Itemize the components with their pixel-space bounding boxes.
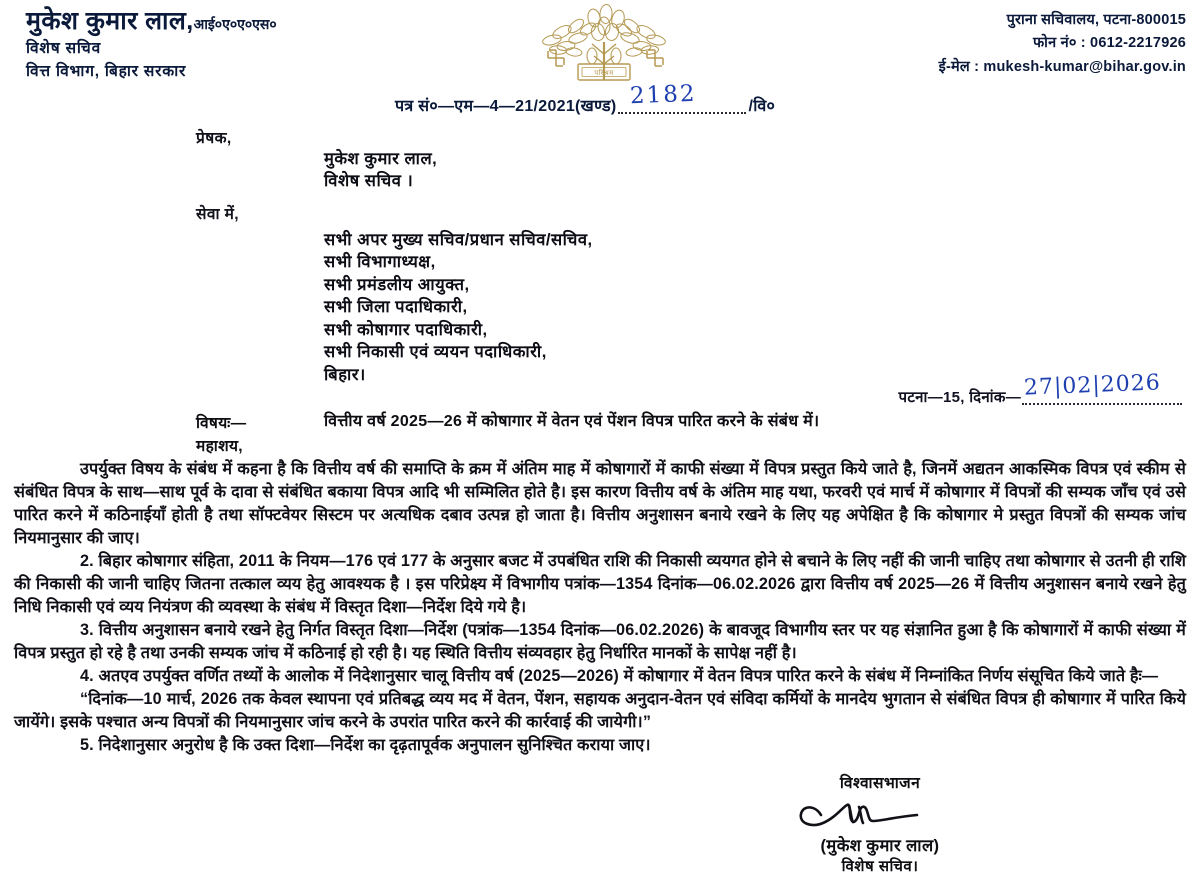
recipient-item: सभी विभागाध्यक्ष, xyxy=(324,253,436,272)
officer-designation: विशेष सचिव xyxy=(26,40,101,58)
to-block xyxy=(0,202,1200,386)
body-paragraph-3: 3. वित्तीय अनुशासन बनाये रखने हेतु निर्गत विस्तृत दिशा—निर्देश (पत्रांक—1354 दिनांक—06.02.2026) के बावजूद विभागीय स्तर पर यह संज्ञानित हुआ है कि कोषागारों में काफी संख्या में विपत्र प्रस्तुत हो रहे है तथा उनकी सम्यक जांच में कठिनाई हो रही है। यह स्थिति वित्तीय संव्यवहार हेतु निर्धारित मानकों के सापेक्ष नहीं है। xyxy=(14,620,1186,662)
letter-body xyxy=(0,458,1200,757)
svg-text:परिश्रम: परिश्रम xyxy=(594,69,614,77)
letter-number-prefix: पत्र सं०—एम—4—21/2021(खण्ड) xyxy=(395,98,617,115)
body-paragraph-2: 2. बिहार कोषागार संहिता, 2011 के नियम—176 एवं 177 के अनुसार बजट में उपबंधित राशि की निकासी व्ययगत होने से बचाने के लिए नहीं की जानी चाहिए तथा कोषागार से उतनी ही राशि की निकासी की जानी चाहिए जितना तत्काल व्यय हेतु आवश्यक है । इस परिप्रेक्ष्य में विभागीय पत्रांक—1354 दिनांक—06.02.2026 द्वारा वित्तीय वर्ष 2025—26 में वित्तीय अनुशासन बनाये रखने हेतु निधि निकासी एवं व्यय नियंत्रण की व्यवस्था के संबंध में विस्तृत दिशा—निर्देश दिये गये है। xyxy=(14,551,1186,616)
from-details xyxy=(196,148,1200,193)
bihar-state-emblem-icon xyxy=(532,2,677,90)
letterhead-left-block xyxy=(26,6,496,83)
recipient-item: सभी जिला पदाधिकारी, xyxy=(324,298,468,317)
from-designation: विशेष सचिव । xyxy=(324,172,414,191)
letter-number-handwritten: 2182 xyxy=(629,80,698,110)
from-label: प्रेषक, xyxy=(196,130,232,147)
closing-salutation: विश्वासभाजन xyxy=(839,774,921,792)
recipient-item: सभी अपर मुख्य सचिव/प्रधान सचिव/सचिव, xyxy=(324,230,593,249)
to-label: सेवा में, xyxy=(196,205,239,223)
recipient-item: बिहार। xyxy=(324,365,366,384)
letter-number-suffix: /वि० xyxy=(748,98,776,115)
letterhead xyxy=(0,0,1200,92)
date-fill xyxy=(1022,370,1182,405)
recipient-list xyxy=(196,229,1200,386)
recipient-item: सभी प्रमंडलीय आयुक्त, xyxy=(324,275,470,294)
letter-number-fill xyxy=(618,80,746,114)
subject-text: वित्तीय वर्ष 2025—26 में कोषागार में वेतन एवं पेंशन विपत्र पारित करने के संबंध में। xyxy=(324,412,820,430)
from-name: मुकेश कुमार लाल, xyxy=(324,150,438,168)
office-phone: फोन नं० : 0612-2217926 xyxy=(1032,35,1186,52)
letter-number-row xyxy=(0,80,1200,124)
recipient-item: सभी निकासी एवं व्ययन पदाधिकारी, xyxy=(324,343,547,362)
signatory-designation: विशेष सचिव। xyxy=(841,857,919,875)
office-email: ई-मेल : mukesh-kumar@bihar.gov.in xyxy=(938,58,1186,75)
from-block xyxy=(0,126,1200,193)
subject-label: विषयः— xyxy=(196,414,247,432)
letterhead-contact-block xyxy=(766,9,1186,79)
salutation: महाशय, xyxy=(196,437,243,455)
signatory-name: (मुकेश कुमार लाल) xyxy=(820,836,940,855)
closing-block xyxy=(0,771,1200,876)
subject-row xyxy=(0,411,1200,433)
body-paragraph-1: उपर्युक्त विषय के संबंध में कहना है कि वित्तीय वर्ष की समाप्ति के क्रम में अंतिम माह में कोषागारों में काफी संख्या में विपत्र प्रस्तुत किये जाते है, जिनमें अद्यतन आकस्मिक विपत्र एवं स्कीम से संबंधित विपत्र के साथ—साथ पूर्व के दावा से संबंधित बकाया विपत्र आदि भी सम्मिलित होते है। इस कारण वित्तीय वर्ष के अंतिम माह यथा, फरवरी एवं मार्च में कोषागार में विपत्रों की सम्यक जाँच एवं उसे पारित करने में कठिनाईयाँ होती है तथा सॉफ्टवेयर सिस्टम पर अत्यधिक दबाव उत्पन्न हो जाता है। वित्तीय अनुशासन बनाये रखने के लिए यह अपेक्षित है कि कोषागार मे प्रस्तुत विपत्रों की सम्यक जांच नियमानुसार की जाए। xyxy=(14,459,1186,547)
body-quoted-directive: “दिनांक—10 मार्च, 2026 तक केवल स्थापना एवं प्रतिबद्ध व्यय मद में वेतन, पेंशन, सहायक अनुदान-वेतन एवं संविदा कर्मियों के मानदेय भुगतान से संबंधित विपत्र ही कोषागार में पारित किये जायेंगे। इसके पश्चात अन्य विपत्रों की नियमानुसार जांच करने के उपरांत पारित करने की कार्रवाई की जायेगी।” xyxy=(14,689,1186,731)
office-address: पुराना सचिवालय, पटना-800015 xyxy=(1006,12,1186,28)
officer-name: मुकेश कुमार लाल, xyxy=(26,7,194,35)
body-paragraph-4: 4. अतएव उपर्युक्त वर्णित तथ्यों के आलोक में निदेशानुसार चालू वित्तीय वर्ष (2025—2026) में कोषागार में वेतन विपत्र पारित करने के संबंध में निम्नांकित निर्णय संसूचित किये जाते हैः— xyxy=(80,666,1159,685)
place-date-label: पटना—15, दिनांक— xyxy=(898,388,1021,406)
date-handwritten: 27|02|2026 xyxy=(1023,370,1162,401)
recipient-item: सभी कोषागार पदाधिकारी, xyxy=(324,320,488,339)
body-paragraph-5: 5. निदेशानुसार अनुरोध है कि उक्त दिशा—निर्देश का दृढ़तापूर्वक अनुपालन सुनिश्चित कराया जाए। xyxy=(80,735,651,754)
officer-department: वित्त विभाग, बिहार सरकार xyxy=(26,62,187,80)
handwritten-signature-icon xyxy=(785,795,975,835)
officer-qualification: आई०ए०ए०एस० xyxy=(193,16,277,32)
